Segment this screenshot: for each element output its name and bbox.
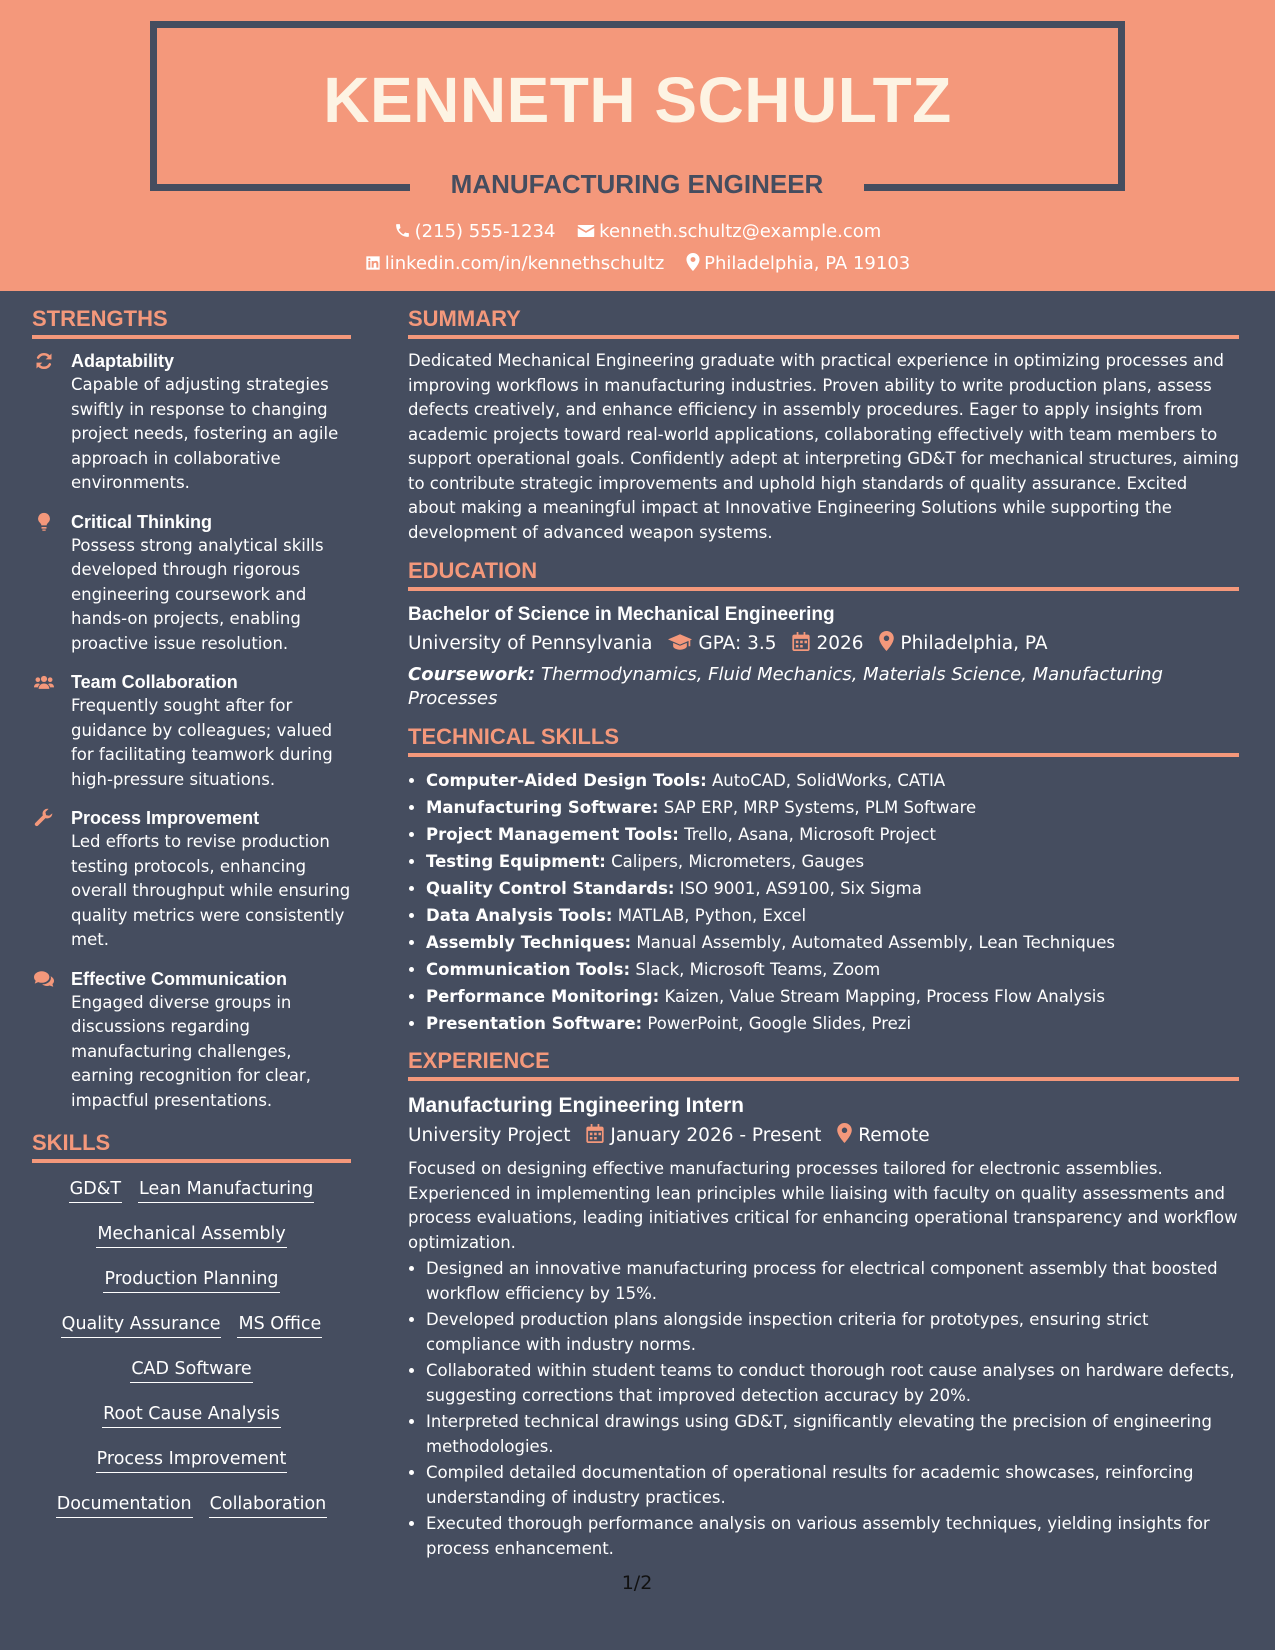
linkedin-text: linkedin.com/in/kennethschultz: [384, 253, 665, 274]
list-item: • Collaborated within student teams to conduct thorough root cause analyses on hardware defects, suggesting corrections that improved detection accuracy by 20%.: [426, 1359, 1239, 1408]
experience-org: University Project: [408, 1125, 571, 1146]
strength-title: Adaptability: [71, 351, 175, 371]
list-item: • Designed an innovative manufacturing process for electrical component assembly that boosted workflow efficiency by 15%.: [426, 1257, 1239, 1306]
refresh-icon: [34, 351, 54, 371]
resume-header: [0, 0, 1275, 291]
phone-icon: [394, 222, 411, 239]
email-text: kenneth.schultz@example.com: [599, 221, 882, 242]
wrench-icon: [34, 808, 54, 828]
strength-description: Possess strong analytical skills developed through rigorous engineering coursework and hands-on projects, enabling proactive issue resolution.: [71, 535, 324, 653]
contact-row-1: [0, 220, 1275, 244]
year-text: 2026: [816, 633, 864, 654]
linkedin-icon: [365, 255, 381, 271]
map-pin-icon: [879, 631, 894, 651]
contact-email[interactable]: [577, 220, 881, 244]
experience-heading: EXPERIENCE: [408, 1047, 1239, 1081]
dates-text: January 2026 - Present: [610, 1125, 822, 1146]
calendar-icon: [586, 1124, 604, 1143]
contact-phone[interactable]: [394, 220, 556, 244]
list-item: • Interpreted technical drawings using GD&T, significantly elevating the precision of engineering methodologies.: [426, 1410, 1239, 1459]
list-item: • Communication Tools: Slack, Microsoft Teams, Zoom: [426, 956, 1239, 983]
strength-title: Team Collaboration: [71, 672, 238, 692]
skill-tag: Lean Manufacturing: [138, 1176, 314, 1203]
technical-skills-heading: TECHNICAL SKILLS: [408, 723, 1239, 757]
experience-description: Focused on designing effective manufacturing processes tailored for electronic assemblies. Experienced in implementing lean principles while liaising with faculty on quality assessments and process evaluations, leading initiatives critical for enhancing operational transparency and workflow optimization.: [408, 1159, 1238, 1252]
list-item: • Testing Equipment: Calipers, Micrometers, Gauges: [426, 848, 1239, 875]
coursework: [408, 663, 1239, 711]
coursework-list: Thermodynamics, Fluid Mechanics, Materials Science, Manufacturing Processes: [408, 664, 1163, 709]
lightbulb-icon: [34, 512, 54, 532]
contact-linkedin[interactable]: [365, 252, 665, 276]
skill-tag: Mechanical Assembly: [96, 1221, 286, 1248]
map-pin-icon: [686, 253, 700, 271]
strength-title: Process Improvement: [71, 808, 260, 828]
skills-list: [32, 1173, 351, 1519]
comments-icon: [34, 969, 54, 989]
skill-tag: Collaboration: [209, 1491, 328, 1518]
skills-heading: SKILLS: [32, 1129, 351, 1163]
list-item: • Presentation Software: PowerPoint, Google Slides, Prezi: [426, 1010, 1239, 1037]
education-location: [879, 629, 1047, 659]
phone-text: (215) 555-1234: [414, 221, 556, 242]
candidate-name: KENNETH SCHULTZ: [323, 64, 952, 136]
list-item: • Performance Monitoring: Kaizen, Value Stream Mapping, Process Flow Analysis: [426, 983, 1239, 1010]
skill-tag: Root Cause Analysis: [102, 1401, 281, 1428]
contact-row-2: [0, 252, 1275, 276]
experience-meta: [408, 1121, 1239, 1151]
strength-item: [32, 349, 351, 496]
list-item: • Manufacturing Software: SAP ERP, MRP Systems, PLM Software: [426, 794, 1239, 821]
education-meta: [408, 629, 1239, 659]
users-icon: [34, 672, 54, 692]
experience-dates: [586, 1121, 821, 1151]
graduation-year: [792, 629, 863, 659]
calendar-icon: [792, 632, 810, 651]
list-item: • Assembly Techniques: Manual Assembly, Automated Assembly, Lean Techniques: [426, 929, 1239, 956]
list-item: • Data Analysis Tools: MATLAB, Python, Excel: [426, 902, 1239, 929]
list-item: • Quality Control Standards: ISO 9001, AS9100, Six Sigma: [426, 875, 1239, 902]
summary-text: Dedicated Mechanical Engineering graduate with practical experience in optimizing processes and improving workflows in manufacturing industries. Proven ability to write production plans, assess defects creatively, and enhance efficiency in assembly procedures. Eager to apply insights from academic projects toward real-world applications, collaborating effectively with team members to support operational goals. Confidently adept at interpreting GD&T for mechanical structures, aiming to contribute strategic improvements and uphold high standards of quality assurance. Excited about making a meaningful impact at Innovative Engineering Solutions while supporting the development of advanced weapon systems.: [408, 351, 1239, 542]
list-item: • Compiled detailed documentation of operational results for academic showcases, reinforcing understanding of industry practices.: [426, 1461, 1239, 1510]
experience-role: Manufacturing Engineering Intern: [408, 1094, 745, 1117]
skill-tag: Documentation: [56, 1491, 193, 1518]
summary-heading: SUMMARY: [408, 305, 1239, 339]
envelope-icon: [577, 223, 595, 239]
map-pin-icon: [837, 1123, 852, 1143]
list-item: • Computer-Aided Design Tools: AutoCAD, SolidWorks, CATIA: [426, 767, 1239, 794]
skill-tag: GD&T: [69, 1176, 122, 1203]
coursework-label: Coursework:: [408, 664, 536, 685]
experience-location-text: Remote: [858, 1125, 930, 1146]
location-text: Philadelphia, PA 19103: [704, 253, 911, 274]
list-item: • Project Management Tools: Trello, Asana, Microsoft Project: [426, 821, 1239, 848]
strength-title: Effective Communication: [71, 968, 288, 989]
skill-tag: MS Office: [237, 1311, 322, 1338]
skill-tag: Quality Assurance: [61, 1311, 222, 1338]
education-location-text: Philadelphia, PA: [900, 633, 1048, 654]
graduation-cap-icon: [668, 633, 692, 651]
strength-title: Critical Thinking: [71, 511, 213, 532]
experience-bullets: [408, 1257, 1239, 1561]
strength-description: Capable of adjusting strategies swiftly in response to changing project needs, fostering an agile approach in collaborative environments.: [71, 375, 339, 492]
gpa-text: GPA: 3.5: [698, 633, 777, 654]
contact-location: [686, 252, 910, 276]
list-item: • Developed production plans alongside inspection criteria for prototypes, ensuring strict compliance with industry norms.: [426, 1308, 1239, 1357]
job-title: MANUFACTURING ENGINEER: [450, 169, 824, 199]
strength-item: [32, 806, 351, 953]
list-item: • Executed thorough performance analysis on various assembly techniques, yielding insights for process enhancement.: [426, 1512, 1239, 1561]
education-heading: EDUCATION: [408, 557, 1239, 591]
strength-description: Engaged diverse groups in discussions regarding manufacturing challenges, earning recognition for clear, impactful presentations.: [71, 992, 311, 1110]
gpa: [668, 629, 776, 659]
strength-item: [32, 967, 351, 1114]
experience-location: [837, 1121, 929, 1151]
skill-tag: Production Planning: [103, 1266, 279, 1293]
skill-tag: CAD Software: [130, 1356, 252, 1383]
strength-item: [32, 510, 351, 657]
right-column: [408, 305, 1239, 1571]
strength-description: Frequently sought after for guidance by colleagues; valued for facilitating teamwork during high-pressure situations.: [71, 696, 333, 789]
page-indicator: 1/2: [621, 1572, 653, 1594]
school-name: University of Pennsylvania: [408, 633, 653, 654]
strength-description: Led efforts to revise production testing protocols, enhancing overall throughput while ensuring quality metrics were consistently met.: [71, 832, 351, 949]
skill-tag: Process Improvement: [96, 1446, 288, 1473]
degree-title: Bachelor of Science in Mechanical Engineering: [408, 604, 835, 625]
strength-item: [32, 670, 351, 792]
left-column: [32, 305, 351, 1533]
strengths-heading: STRENGTHS: [32, 305, 351, 339]
technical-skills-list: [408, 767, 1239, 1037]
